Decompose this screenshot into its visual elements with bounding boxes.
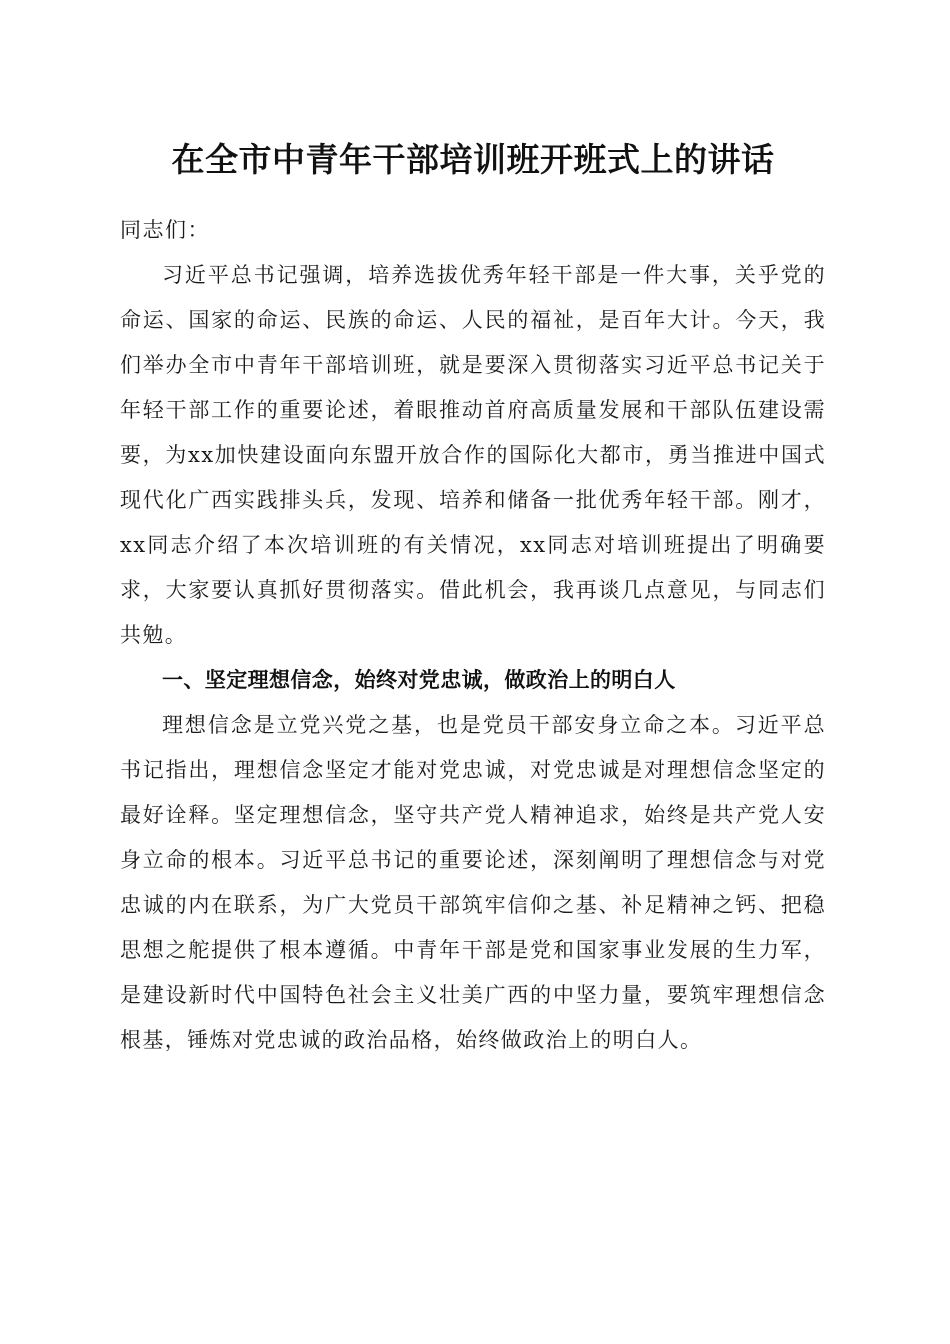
section-heading-1: 一、坚定理想信念，始终对党忠诚，做政治上的明白人 [162,668,676,692]
salutation: 同志们： [120,218,210,242]
section-1-paragraph: 理想信念是立党兴党之基，也是党员干部安身立命之本。习近平总书记指出，理想信念坚定才能对党忠诚，对党忠诚是对理想信念坚定的最好诠释。坚定理想信念，坚守共产党人精神追求，始终是共产党人安身立命的根本。习近平总书记的重要论述，深刻阐明了理想信念与对党忠诚的内在联系，为广大党员干部筑牢信仰之基、补足精神之钙、把稳思想之舵提供了根本遵循。中青年干部是党和国家事业发展的生力军，是建设新时代中国特色社会主义壮美广西的中坚力量，要筑牢理想信念根基，锤炼对党忠诚的政治品格，始终做政治上的明白人。 [120,713,826,1052]
document-title: 在全市中青年干部培训班开班式上的讲话 [171,140,775,179]
intro-paragraph: 习近平总书记强调，培养选拔优秀年轻干部是一件大事，关乎党的命运、国家的命运、民族的命运、人民的福祉，是百年大计。今天，我们举办全市中青年干部培训班，就是要深入贯彻落实习近平总书记关于年轻干部工作的重要论述，着眼推动首府高质量发展和干部队伍建设需要，为xx加快建设面向东盟开放合作的国际化大都市，勇当推进中国式现代化广西实践排头兵，发现、培养和储备一批优秀年轻干部。刚才，xx同志介绍了本次培训班的有关情况，xx同志对培训班提出了明确要求，大家要认真抓好贯彻落实。借此机会，我再谈几点意见，与同志们共勉。 [120,263,826,647]
document-page [120,132,826,1063]
